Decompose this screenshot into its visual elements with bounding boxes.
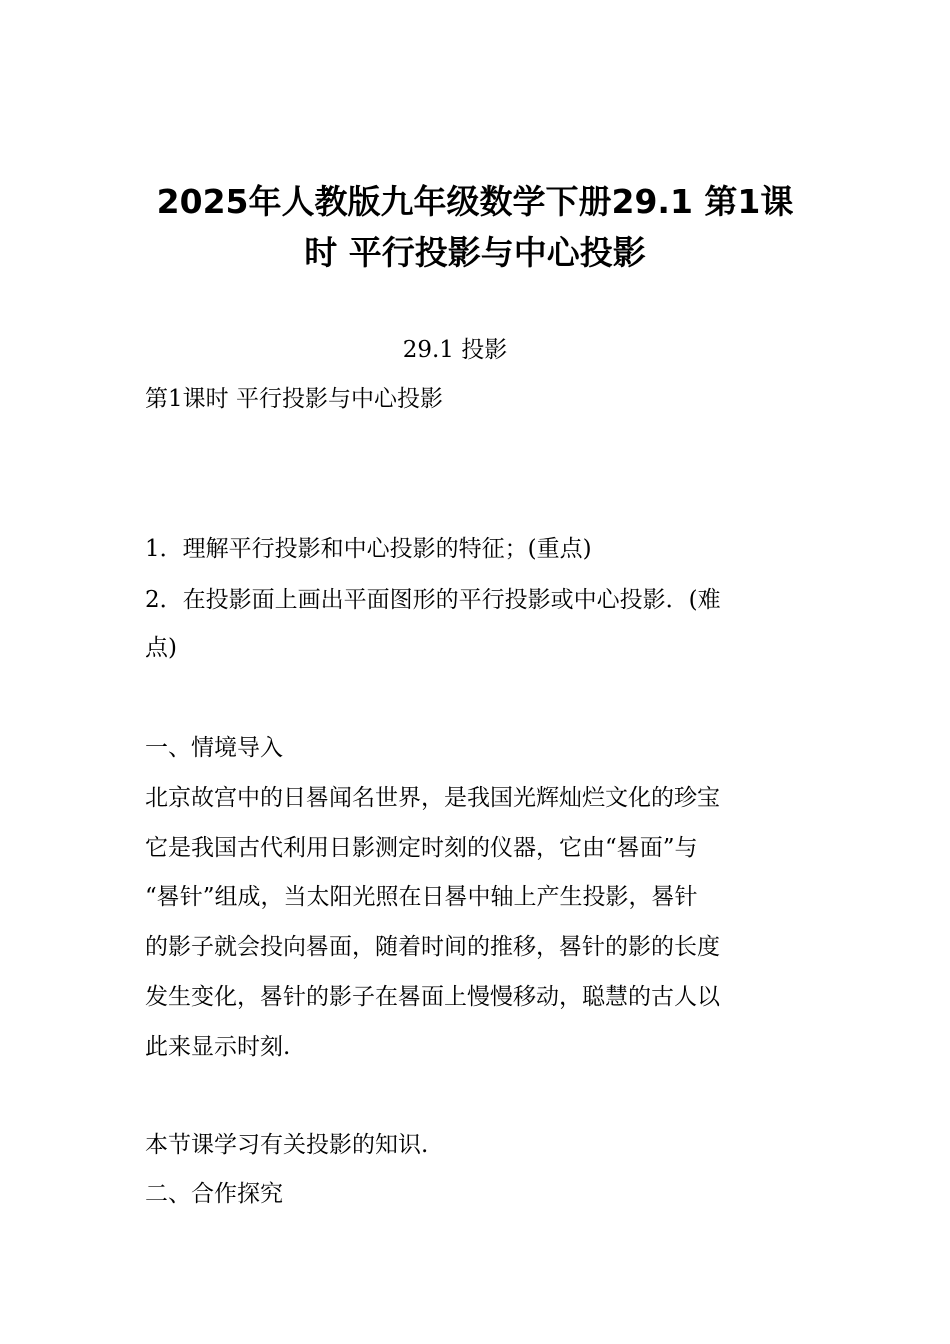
paragraph-line-2: 它是我国古代利用日影测定时刻的仪器，它由“晷面”与 xyxy=(145,835,698,861)
paragraph-line-4: 的影子就会投向晷面，随着时间的推移，晷针的影的长度 xyxy=(145,934,720,960)
lesson-heading: 第1课时 平行投影与中心投影 xyxy=(145,386,443,412)
document-title-line-1: 2025年人教版九年级数学下册29.1 第1课 xyxy=(156,182,794,221)
part2-heading: 二、合作探究 xyxy=(145,1181,283,1207)
document-title-line-2: 时 平行投影与中心投影 xyxy=(304,233,646,272)
paragraph-line-3: “晷针”组成，当太阳光照在日晷中轴上产生投影，晷针 xyxy=(145,884,698,910)
objective-2: 2．在投影面上画出平面图形的平行投影或中心投影．(难 xyxy=(145,587,721,613)
section-heading: 29.1 投影 xyxy=(402,337,508,363)
objective-2-continued: 点) xyxy=(145,635,177,661)
part1-heading: 一、情境导入 xyxy=(145,735,283,761)
paragraph-line-6: 此来显示时刻. xyxy=(145,1034,291,1060)
paragraph-line-1: 北京故宫中的日晷闻名世界，是我国光辉灿烂文化的珍宝 xyxy=(145,785,720,811)
paragraph-line-5: 发生变化，晷针的影子在晷面上慢慢移动，聪慧的古人以 xyxy=(145,984,720,1010)
intro-sentence: 本节课学习有关投影的知识. xyxy=(145,1132,429,1158)
objective-1: 1．理解平行投影和中心投影的特征；(重点) xyxy=(145,536,592,562)
